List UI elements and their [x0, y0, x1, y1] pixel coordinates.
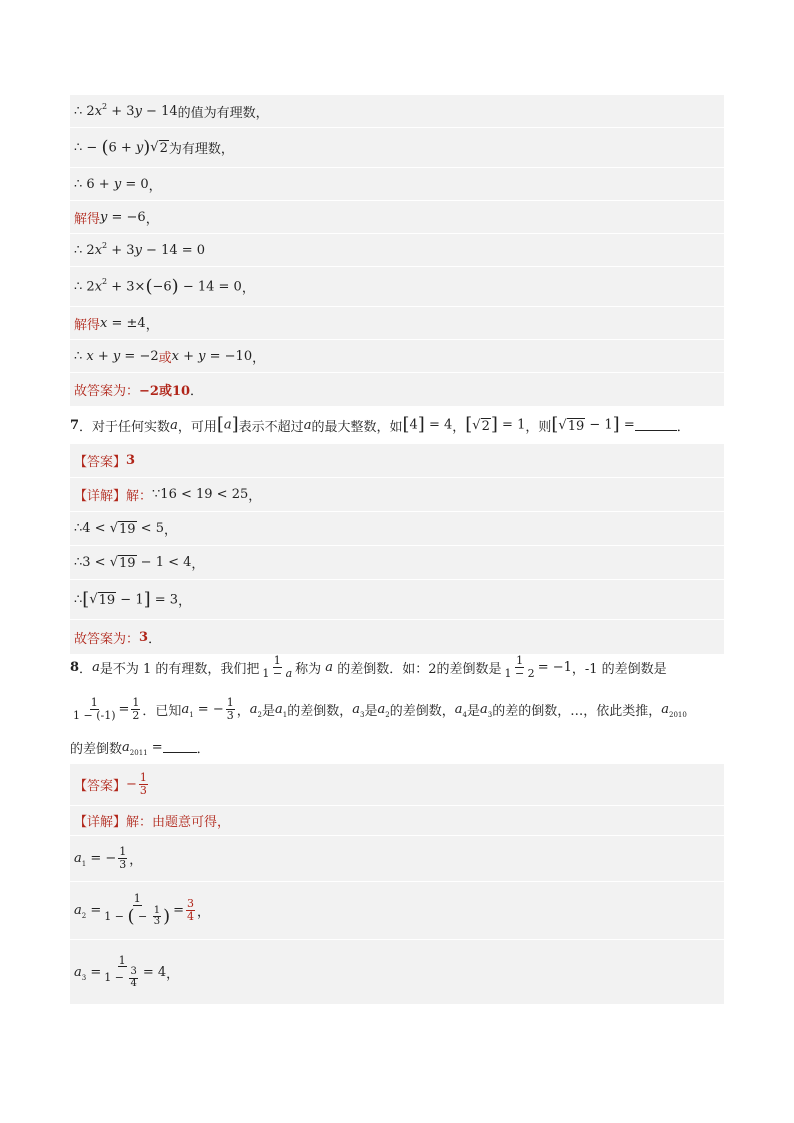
answer-fraction: $\frac{1}{3}$ — [139, 771, 147, 797]
step-row: ∴ − (6 + y) √ 2 为有理数， — [70, 128, 724, 168]
step-row: ∴[ √ 19 − 1] = 3 ， — [70, 580, 724, 620]
step-row: $a_3$ = 1 1 − $\frac{3}{4}$ = 4 ， — [74, 953, 180, 989]
step-row: ∴ $2x^2 + 3\times(-6) - 14 = 0$ ， — [70, 267, 724, 307]
answer-blank[interactable] — [635, 420, 677, 431]
fraction: $\frac{3}{4}$ — [187, 897, 195, 923]
step-row: 解得 x = ±4 ， — [70, 307, 724, 340]
step-row: ∴4 < √ 19 < 5 ， — [70, 512, 724, 546]
final-answer-label: 故答案为： — [74, 384, 140, 399]
step-text: 为有理数， — [168, 142, 234, 157]
final-answer-row: 故答案为： −2或10 ． — [70, 373, 724, 406]
fraction: $\frac{1}{2}$ — [132, 695, 140, 722]
answer-row: 【答案】 − $\frac{1}{3}$ — [70, 764, 724, 806]
answer-value: 3 — [126, 453, 136, 468]
question-7: 7 ．对于任何实数 a ，可用 [a] 表示不超过 a 的最大整数，如 [4] = 4 ， [ √ 2 ] = 1 ，则 [ √ 19 − 1] = ． — [70, 414, 690, 435]
final-answer-label: 故答案为： — [74, 631, 140, 647]
final-answer-row: 故答案为： 3 ． — [74, 629, 162, 647]
fraction: $\frac{1}{1 - (-1)}$ — [73, 695, 116, 722]
solve-label: 解得 — [74, 211, 101, 227]
question-8-line-1: 8 ． a 是不为 1 的有理数，我们把 $\frac{1}{1 - a}$ 称为 a 的差倒数．如：2的差倒数是 $\frac{1}{1 - 2}$ = −1 ，-1 的差倒数是 — [70, 653, 667, 680]
answer-label: 【答案】 — [74, 455, 127, 470]
solution-block-3 — [70, 764, 724, 1004]
detail-label: 【详解】 — [74, 815, 127, 830]
fraction: $\frac{1}{1 - a}$ — [262, 653, 293, 680]
detail-row: 【详解】 解： ∵16 < 19 < 25 ， — [70, 478, 724, 512]
final-answer-value: −2或10 — [139, 384, 191, 399]
answer-blank[interactable] — [163, 742, 197, 753]
final-answer-value: 3 — [139, 629, 149, 645]
step-row: $a_1$ = − $\frac{1}{3}$ ， — [70, 836, 724, 882]
answer-label: 【答案】 — [74, 779, 127, 794]
fraction: $\frac{1}{3}$ — [119, 845, 127, 871]
step-row: ∴ x + y = −2 或 x + y = −10 ， — [70, 340, 724, 373]
detail-row: 【详解】 解：由题意可得， — [70, 806, 724, 836]
fraction: 1 1 − $\frac{3}{4}$ — [104, 953, 137, 989]
question-number: 7 — [70, 417, 80, 433]
step-row: ∴ $2x^2 + 3y - 14 = 0$ — [70, 234, 724, 267]
step-text: 的值为有理数， — [177, 105, 269, 121]
step-row: $a_2$ = 1 1 − ( − $\frac{1}{3}$ ) = $\frac{3}{4}$ ， — [70, 882, 724, 940]
answer-row — [70, 444, 724, 478]
step-row: 解得 y = −6 ， — [70, 201, 724, 234]
detail-label: 【详解】 — [74, 489, 127, 504]
question-8-line-2: $\frac{1}{1 - (-1)}$ = $\frac{1}{2}$ ．已知 $a_1$ = − $\frac{1}{3}$ ， $a_2$ 是 $a_1$ 的差倒数， $a_3$ 是 $a_2$ 的差倒数， $a_4$ 是 $a_3$ 的差的倒数，…，依此类推， $a_{2010}$ — [73, 695, 687, 722]
step-row: ∴ 6 + y = 0 ， — [70, 168, 724, 201]
step-row: ∴ $2x^2 + 3y - 14$ 的值为有理数， — [70, 95, 724, 128]
question-number: 8 — [70, 659, 80, 675]
solution-block-2 — [70, 444, 724, 654]
fraction: 1 1 − ( − $\frac{1}{3}$ ) — [104, 892, 171, 928]
question-8-line-3: 的差倒数 $a_{2011}$ = ． — [70, 739, 210, 757]
solution-block-1 — [70, 95, 724, 406]
step-row: ∴3 < √ 19 − 1 < 4 ， — [70, 546, 724, 580]
fraction: $\frac{1}{3}$ — [226, 695, 234, 722]
fraction: $\frac{1}{1 - 2}$ — [504, 653, 535, 680]
solve-label: 解得 — [74, 317, 101, 333]
